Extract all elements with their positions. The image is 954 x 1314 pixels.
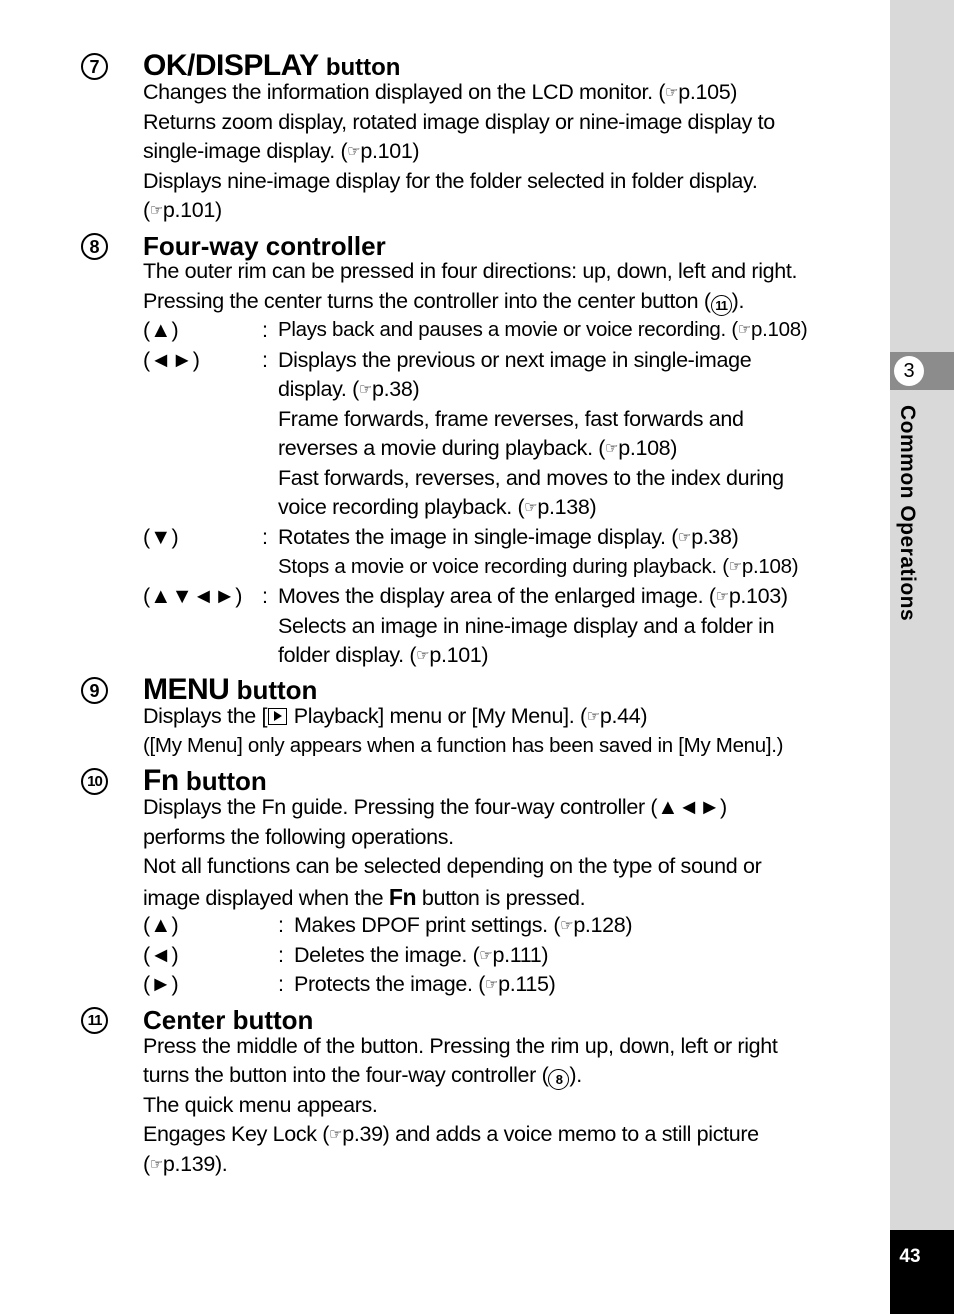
s8-lr-2a: Frame forwards, frame reverses, fast forwards and (278, 407, 744, 431)
page-number: 43 (899, 1246, 921, 1267)
colon: : (278, 913, 284, 937)
key-left: (◄) (143, 943, 179, 967)
s7-line-3: single-image display. (☞p.101) (143, 139, 420, 163)
ref-icon: ☞ (560, 917, 574, 934)
colon: : (278, 943, 284, 967)
s10-up-text: Makes DPOF print settings. (☞p.128) (294, 913, 633, 937)
s7-line-2: Returns zoom display, rotated image display or nine-image display to (143, 110, 775, 134)
s7-line-4: Displays nine-image display for the folder selected in folder display. (143, 169, 758, 193)
section-title-center-button: Center button (143, 1005, 314, 1035)
section-title-menu-button (143, 675, 317, 705)
ref-icon: ☞ (737, 321, 752, 338)
s8-up-text: Plays back and pauses a movie or voice recording. (☞p.108) (278, 318, 808, 341)
ref-icon: ☞ (605, 440, 619, 457)
section-number-10: 10 (81, 768, 108, 795)
s8-all-1: Moves the display area of the enlarged image. (☞p.103) (278, 584, 788, 608)
chapter-sidebar (890, 0, 954, 1314)
ref-icon: ☞ (715, 588, 729, 605)
section-title-rest: button (325, 54, 401, 81)
section-title-fn-button (143, 766, 267, 796)
key-up: (▲) (143, 913, 179, 937)
ref-icon: ☞ (347, 143, 361, 160)
s8-intro-1: The outer rim can be pressed in four directions: up, down, left and right. (143, 259, 798, 283)
circled-number-8: 8 (548, 1069, 569, 1090)
s10-line-4: image displayed when the Fn button is pressed. (143, 884, 586, 910)
s8-all-2: Selects an image in nine-image display and a folder in (278, 614, 775, 638)
s8-lr-1b: display. (☞p.38) (278, 377, 420, 401)
key-down: (▼) (143, 525, 179, 549)
section-title-rest: button (236, 675, 318, 705)
menu-keyword: MENU (143, 673, 230, 706)
s11-line-1: Press the middle of the button. Pressing the rim up, down, left or right (143, 1034, 778, 1058)
s8-lr-2b: reverses a movie during playback. (☞p.108) (278, 436, 678, 460)
colon: : (262, 525, 268, 549)
s11-line-5: (☞p.139). (143, 1152, 228, 1176)
s10-line-3: Not all functions can be selected depending on the type of sound or (143, 854, 762, 878)
section-title-rest: button (185, 766, 267, 796)
s10-left-text: Deletes the image. (☞p.111) (294, 943, 549, 967)
s8-lr-3a: Fast forwards, reverses, and moves to the index during (278, 466, 784, 490)
ref-icon: ☞ (149, 1156, 163, 1173)
colon: : (278, 972, 284, 996)
section-number-7: 7 (81, 53, 108, 80)
section-title-four-way-controller: Four-way controller (143, 231, 386, 261)
fn-keyword: Fn (143, 764, 179, 797)
s8-intro-2: Pressing the center turns the controller into the center button ( 11 ). (143, 291, 744, 316)
fn-keyword-inline: Fn (388, 884, 417, 910)
circled-number-11: 11 (711, 295, 732, 316)
ref-icon: ☞ (586, 708, 600, 725)
s8-all-3: folder display. (☞p.101) (278, 643, 489, 667)
s8-lr-3b: voice recording playback. (☞p.138) (278, 495, 597, 519)
colon: : (262, 584, 268, 608)
s8-lr-1a: Displays the previous or next image in single-image (278, 348, 752, 372)
s8-down-2: Stops a movie or voice recording during playback. (☞p.108) (278, 555, 799, 578)
section-title-ok-display (143, 51, 400, 81)
page-number-box (890, 1230, 954, 1314)
s7-line-5: (☞p.101) (143, 198, 222, 222)
ref-icon: ☞ (524, 499, 538, 516)
section-number-9: 9 (81, 677, 108, 704)
s10-right-text: Protects the image. (☞p.115) (294, 972, 556, 996)
key-right: (►) (143, 972, 179, 996)
s11-line-4: Engages Key Lock (☞p.39) and adds a voice memo to a still picture (143, 1122, 759, 1146)
ref-icon: ☞ (665, 84, 679, 101)
key-left-right: (◄►) (143, 348, 200, 372)
s11-line-3: The quick menu appears. (143, 1093, 378, 1117)
key-all-directions: (▲▼◄►) (143, 584, 243, 608)
ref-icon: ☞ (479, 947, 493, 964)
ref-icon: ☞ (416, 647, 430, 664)
ref-icon: ☞ (329, 1126, 343, 1143)
chapter-label: Common Operations (896, 405, 919, 622)
s7-line-1: Changes the information displayed on the LCD monitor. (☞p.105) (143, 80, 738, 104)
s10-line-2: performs the following operations. (143, 825, 454, 849)
ref-icon: ☞ (485, 976, 499, 993)
section-number-8: 8 (81, 233, 108, 260)
ok-display-keyword: OK/DISPLAY (143, 49, 319, 82)
section-number-11: 11 (81, 1007, 108, 1034)
colon: : (262, 318, 268, 342)
s8-down-1: Rotates the image in single-image display. (☞p.38) (278, 525, 739, 549)
s9-line-1: Displays the [ Playback] menu or [My Menu]. (☞p.44) (143, 704, 648, 728)
s10-line-1: Displays the Fn guide. Pressing the four-way controller (▲◄►) (143, 795, 727, 819)
s9-line-2: ([My Menu] only appears when a function has been saved in [My Menu].) (143, 734, 784, 757)
ref-icon: ☞ (728, 558, 742, 575)
ref-icon: ☞ (149, 202, 163, 219)
key-up: (▲) (143, 318, 179, 342)
playback-icon (268, 708, 287, 725)
s11-line-2: turns the button into the four-way controller ( 8 ). (143, 1065, 582, 1090)
ref-icon: ☞ (358, 381, 373, 398)
chapter-number: 3 (894, 356, 924, 386)
chapter-tab (890, 352, 954, 390)
ref-icon: ☞ (678, 529, 692, 546)
colon: : (262, 348, 268, 372)
